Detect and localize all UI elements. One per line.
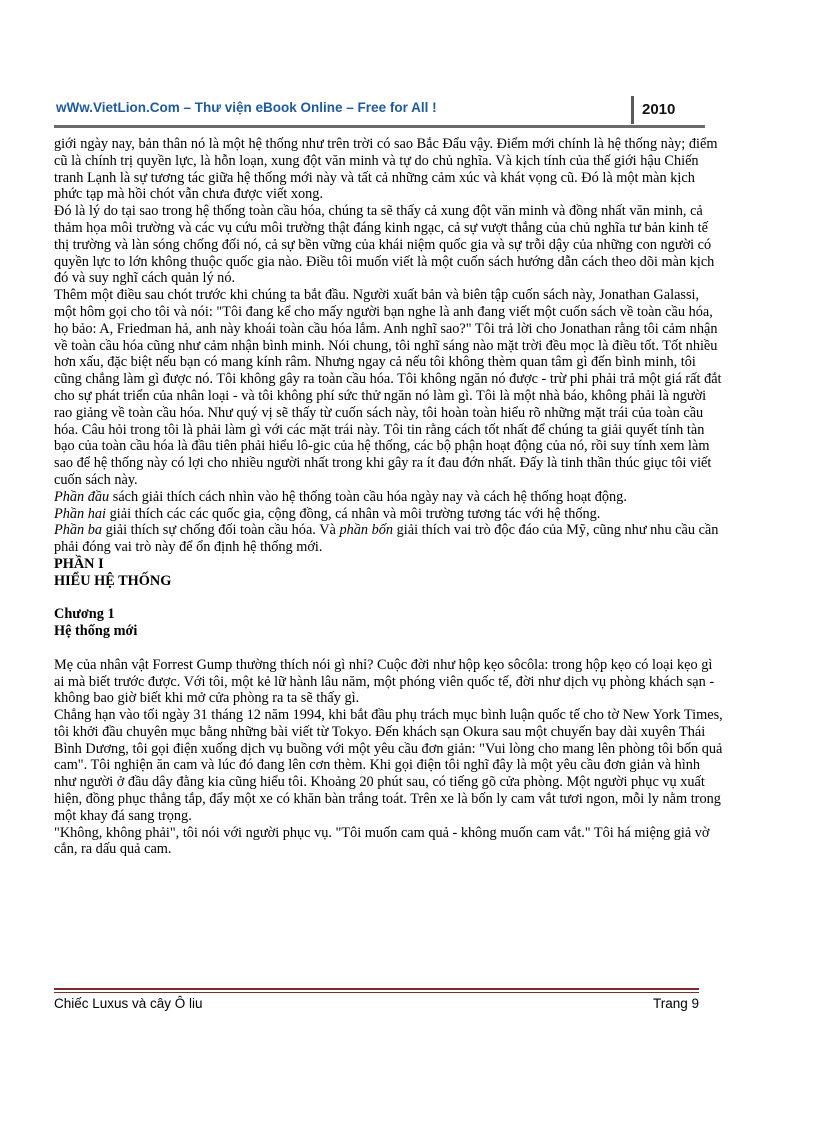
- paragraph-part-two: [54, 506, 724, 523]
- part-label: PHẦN I: [54, 555, 104, 572]
- document-body: [54, 136, 724, 858]
- emphasis: Phần ba: [54, 522, 103, 539]
- text: giải thích vai trò độc đáo của Mỹ, cũng như nhu cầu cần phải đóng vai trò này để ổn định hệ thống mới.: [54, 522, 719, 556]
- footer-rule-thin: [54, 992, 699, 993]
- paragraph: Mẹ của nhân vật Forrest Gump thường thích nói gì nhỉ? Cuộc đời như hộp kẹo sôcôla: trong hộp kẹo có loại kẹo gì ai mà biết trước được. Với tôi, một kẻ lữ hành lâu năm, một phóng viên quốc tế, đời như dịch vụ phòng khách sạn - không bao giờ biết khi mở cửa phòng ra ta sẽ thấy gì.: [54, 656, 715, 707]
- chapter-label: Chương 1: [54, 606, 115, 623]
- header-year: 2010: [631, 96, 675, 124]
- spacer: [54, 640, 724, 657]
- spacer: [54, 590, 724, 607]
- emphasis: Phần hai: [54, 505, 107, 522]
- page-header: [54, 92, 705, 128]
- paragraph: giới ngày nay, bản thân nó là một hệ thống như trên trời có sao Bắc Đẩu vậy. Điểm mới chính là hệ thống này; điểm cũ là chính trị quyền lực, là hỗn loạn, xung đột văn minh và tự do chủ nghĩa. Và kịch tính của thế giới hậu Chiến tranh Lạnh là sự tương tác giữa hệ thống mới này và tất cả những cảm xúc và khát vọng cũ. Đó là một màn kịch phức tạp mà hồi chót vẫn chưa được viết xong.: [54, 136, 718, 203]
- text: giải thích các các quốc gia, cộng đồng, cá nhân và môi trường tương tác với hệ thống.: [106, 505, 601, 522]
- paragraph: "Không, không phải", tôi nói với người phục vụ. "Tôi muốn cam quả - không muốn cam vắt." Tôi há miệng giả vờ cắn, ra dấu quả cam.: [54, 824, 710, 858]
- emphasis: phần bốn: [339, 522, 394, 539]
- chapter-title: Hệ thống mới: [54, 623, 138, 640]
- paragraph: Chẳng hạn vào tối ngày 31 tháng 12 năm 1994, khi bắt đầu phụ trách mục bình luận quốc tế cho tờ New York Times, tôi khởi đầu chuyên mục bằng những bài viết từ Tokyo. Đến khách sạn Okura sau một chuyến bay dài xuyên Thái Bình Dương, tôi gọi điện xuống dịch vụ buồng với một yêu cầu đơn giản: "Vui lòng cho mang lên phòng tôi bốn quả cam". Tôi nghiện ăn cam và lúc đó đang lên cơn thèm. Khi gọi điện tôi nghĩ đây là một yêu cầu đơn giản và hình như người ở đầu dây đằng kia cũng hiểu tôi. Khoảng 20 phút sau, có tiếng gõ cửa phòng. Một người phục vụ xuất hiện, đồng phục thẳng tắp, đẩy một xe có khăn bàn trắng toát. Trên xe là bốn ly cam vắt tươi ngon, mỗi ly nằm trong một khay đá sang trọng.: [54, 707, 723, 824]
- text: giải thích sự chống đối toàn cầu hóa. Và: [102, 522, 340, 539]
- header-rule: [54, 125, 705, 128]
- footer-rule: [54, 988, 699, 990]
- text: sách giải thích cách nhìn vào hệ thống toàn cầu hóa ngày nay và cách hệ thống hoạt động.: [109, 488, 627, 505]
- emphasis: Phần đầu: [54, 488, 110, 505]
- header-site-title[interactable]: wWw.VietLion.Com – Thư viện eBook Online – Free for All !: [56, 100, 437, 115]
- part-title: HIỂU HỆ THỐNG: [54, 572, 172, 589]
- paragraph: Thêm một điều sau chót trước khi chúng ta bắt đầu. Người xuất bản và biên tập cuốn sách này, Jonathan Galassi, một hôm gọi cho tôi và nói: "Tôi đang kể cho mấy người bạn nghe là anh đang viết một cuốn sách về toàn cầu hóa, họ bảo: A, Friedman hả, anh này khoái toàn cầu hóa lắm. Anh nghĩ sao?" Tôi trả lời cho Jonathan rằng tôi cảm nhận về toàn cầu hóa cũng như cảm nhận bình minh. Nói chung, tôi nghĩ sáng nào mặt trời đều mọc là điều tốt. Tốt nhiều hơn xấu, đặc biệt nếu bạn có mang kính râm. Nhưng ngay cả nếu tôi không thèm quan tâm gì đến bình minh, tôi cũng chẳng làm gì được nó. Tôi không gây ra toàn cầu hóa. Tôi không ngăn nó được - trừ phi phải trả một giá rất đắt cho sự phát triển của nhân loại - và tôi không phí sức thử ngăn nó làm gì. Tôi là một nhà báo, không phải là người rao giảng về toàn cầu hóa. Như quý vị sẽ thấy từ cuốn sách này, tôi hoàn toàn hiểu rõ những mặt trái của toàn cầu hóa. Câu hỏi trong tôi là phải làm gì với các mặt trái này. Tôi tin rằng cách tốt nhất để chúng ta giải quyết tính tàn bạo của toàn cầu hóa là đầu tiên phải hiểu lô-gic của hệ thống, các bộ phận hoạt động của nó, rồi suy tính xem làm sao để hệ thống này có lợi cho nhiều người nhất trong khi gây ra ít đau đớn nhất. Đấy là tinh thần thúc giục tôi viết cuốn sách này.: [54, 287, 722, 488]
- footer-page-number: Trang 9: [652, 996, 699, 1011]
- paragraph-part-three: [54, 522, 724, 556]
- paragraph-part-one: [54, 489, 724, 506]
- paragraph: Đó là lý do tại sao trong hệ thống toàn cầu hóa, chúng ta sẽ thấy cả xung đột văn minh và đồng nhất văn minh, cả thảm họa môi trường và các vụ cứu môi trường thật đáng kinh ngạc, cả sự vượt thắng của chủ nghĩa tư bản kinh tế thị trường và làn sóng chống đối nó, cả sự bền vững của khái niệm quốc gia và sự trỗi dậy của những con người có quyền lực to lớn không thuộc quốc gia nào. Điều tôi muốn viết là một cuốn sách hướng dẫn cách theo dõi màn kịch đó và suy nghĩ cách quản lý nó.: [54, 203, 715, 287]
- footer-book-title: Chiếc Luxus và cây Ô liu: [54, 996, 203, 1011]
